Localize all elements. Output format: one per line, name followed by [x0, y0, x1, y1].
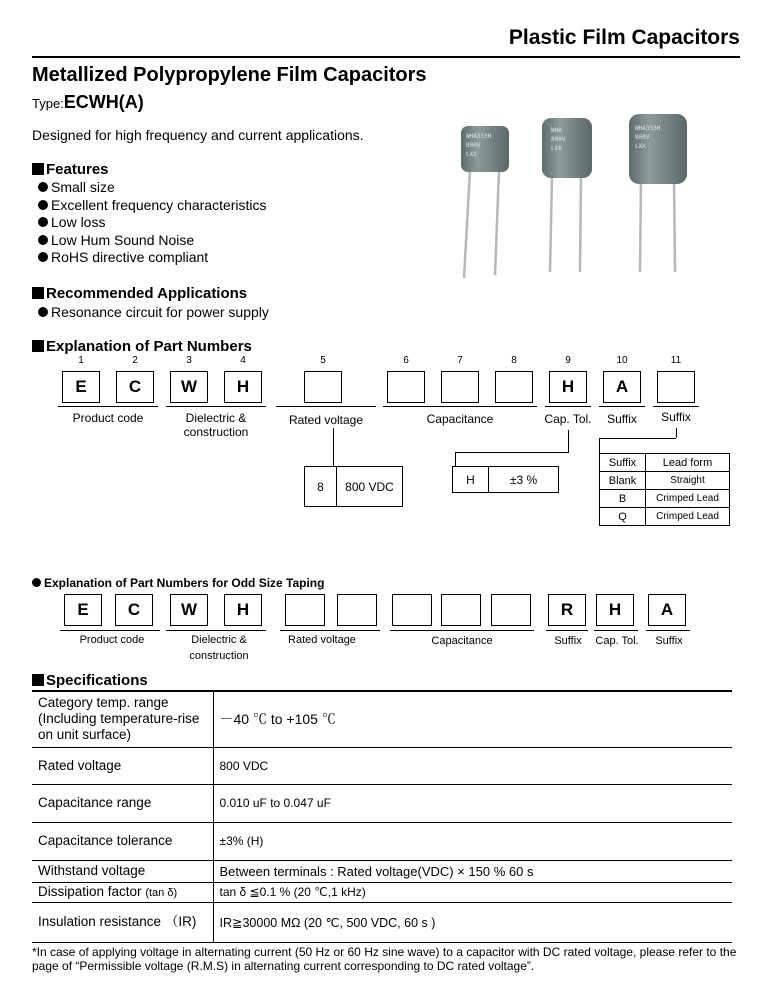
part-box: H — [224, 371, 262, 403]
spec-row — [32, 860, 732, 882]
suffix-code: B — [600, 490, 646, 508]
square-bullet-icon — [32, 674, 44, 686]
cap2-mark-1: WHA — [551, 127, 562, 134]
cap2-mark-2: 800V — [551, 136, 566, 143]
voltage-code-table — [304, 466, 403, 507]
odd-group-underline — [166, 630, 266, 631]
part-numbers-heading: Explanation of Part Numbers — [32, 338, 252, 355]
odd-part-box: H — [596, 594, 634, 626]
tolerance-value: ±3 % — [489, 467, 559, 493]
part-box: C — [116, 371, 154, 403]
group-underline — [545, 406, 591, 407]
feature-item: Small size — [38, 179, 267, 197]
cap3-mark-2: 800V — [635, 134, 650, 141]
label-suffix: Suffix — [607, 412, 637, 426]
lead-form-header: Lead form — [646, 454, 730, 472]
feature-item: Low Hum Sound Noise — [38, 232, 267, 250]
odd-part-box — [392, 594, 432, 626]
suffix-code: Blank — [600, 472, 646, 490]
odd-part-box: R — [548, 594, 586, 626]
label-cap-tol: Cap. Tol. — [544, 412, 592, 426]
connector-line — [568, 430, 569, 452]
features-heading: Features — [32, 161, 109, 178]
part-box: E — [62, 371, 100, 403]
group-underline — [599, 406, 645, 407]
spec-value: 800 VDC — [213, 747, 732, 784]
position-number: 5 — [320, 355, 326, 366]
type-prefix: Type: — [32, 96, 64, 111]
cap1-mark-1: WHA333H — [466, 133, 492, 140]
position-number: 6 — [403, 355, 409, 366]
square-bullet-icon — [32, 163, 44, 175]
cap3-mark-3: LXX — [635, 143, 646, 150]
spec-value: tan δ ≦0.1 % (20 ℃,1 kHz) — [213, 882, 732, 902]
spec-value: 0.010 uF to 0.047 uF — [213, 784, 732, 822]
part-box — [441, 371, 479, 403]
odd-group-underline — [60, 630, 160, 631]
position-number: 2 — [132, 355, 138, 366]
product-title: Metallized Polypropylene Film Capacitors — [32, 64, 427, 86]
bullet-icon — [38, 307, 48, 317]
connector-line — [676, 428, 677, 438]
bullet-icon — [38, 235, 48, 245]
spec-key: Capacitance tolerance — [32, 822, 213, 860]
connector-line — [599, 438, 600, 454]
page-header-title: Plastic Film Capacitors — [508, 26, 740, 49]
part-box — [304, 371, 342, 403]
suffix-header: Suffix — [600, 454, 646, 472]
label-rated-voltage: Rated voltage — [288, 413, 364, 427]
position-number: 11 — [670, 355, 682, 366]
odd-taping-heading: Explanation of Part Numbers for Odd Size Taping — [32, 576, 324, 590]
cap2-mark-3: LXX — [551, 145, 562, 152]
capacitor-small — [461, 126, 509, 278]
product-type — [32, 92, 144, 113]
tolerance-code: H — [453, 467, 489, 493]
position-number: 8 — [511, 355, 517, 366]
type-value: ECWH(A) — [63, 92, 144, 112]
odd-group-underline — [594, 630, 638, 631]
product-description: Designed for high frequency and current applications. — [32, 127, 364, 143]
spec-key: Capacitance range — [32, 784, 213, 822]
cap1-mark-2: 800V — [466, 142, 481, 149]
odd-label-product-code: Product code — [79, 634, 145, 646]
lead-form: Crimped Lead — [646, 508, 730, 526]
position-number: 9 — [565, 355, 571, 366]
part-box — [495, 371, 533, 403]
label-capacitance: Capacitance — [426, 412, 494, 426]
odd-part-box — [441, 594, 481, 626]
odd-label-dielectric: Dielectric & construction — [189, 634, 249, 662]
bullet-icon — [38, 217, 48, 227]
spec-value: －40 ℃ to +105 ℃ — [213, 691, 732, 747]
part-box: W — [170, 371, 208, 403]
odd-group-underline — [390, 630, 534, 631]
odd-part-box: H — [224, 594, 262, 626]
connector-line — [599, 438, 676, 439]
lead-form: Straight — [646, 472, 730, 490]
spec-value: IR≧30000 MΩ (20 ℃, 500 VDC, 60 s ) — [213, 902, 732, 942]
lead-form: Crimped Lead — [646, 490, 730, 508]
group-underline — [166, 406, 266, 407]
feature-item: RoHS directive compliant — [38, 249, 267, 267]
voltage-value: 800 VDC — [337, 467, 403, 507]
spec-row — [32, 747, 732, 784]
tolerance-code-table — [452, 466, 559, 493]
spec-key: Category temp. range (Including temperature-rise on unit surface) — [32, 691, 213, 747]
label-suffix: Suffix — [661, 410, 691, 424]
specifications-heading: Specifications — [32, 672, 148, 689]
connector-line — [455, 452, 569, 453]
spec-key: Insulation resistance （IR) — [32, 902, 213, 942]
odd-label-capacitance: Capacitance — [431, 635, 493, 647]
odd-label-suffix: Suffix — [554, 635, 582, 647]
odd-part-box — [337, 594, 377, 626]
odd-label-cap-tol: Cap. Tol. — [595, 635, 639, 647]
spec-row — [32, 902, 732, 942]
label-dielectric: Dielectric & construction — [183, 411, 249, 439]
spec-row — [32, 822, 732, 860]
odd-part-box: C — [115, 594, 153, 626]
part-box — [387, 371, 425, 403]
odd-part-box: A — [648, 594, 686, 626]
position-number: 7 — [457, 355, 463, 366]
cap3-mark-1: WHA333H — [635, 125, 661, 132]
odd-part-box: W — [170, 594, 208, 626]
applications-heading: Recommended Applications — [32, 285, 247, 302]
position-number: 4 — [240, 355, 246, 366]
position-number: 1 — [78, 355, 84, 366]
odd-label-suffix: Suffix — [655, 635, 683, 647]
footnote: *In case of applying voltage in alternating current (50 Hz or 60 Hz sine wave) to a capacitor with DC rated voltage, please refer to the page of “Permissible voltage (R.M.S) in alternating current corresponding to DC rated voltage”. — [32, 945, 737, 973]
spec-row — [32, 882, 732, 902]
cap1-mark-3: LXX — [466, 151, 477, 158]
connector-line — [333, 428, 334, 466]
connector-line — [455, 452, 456, 466]
application-item: Resonance circuit for power supply — [38, 304, 269, 322]
spec-key: Dissipation factor (tan δ) — [32, 882, 213, 902]
suffix-table — [599, 453, 730, 526]
feature-item: Low loss — [38, 214, 267, 232]
odd-group-underline — [546, 630, 588, 631]
spec-row — [32, 691, 732, 747]
position-number: 3 — [186, 355, 192, 366]
square-bullet-icon — [32, 340, 44, 352]
bullet-icon — [38, 252, 48, 262]
capacitor-large — [629, 114, 687, 272]
odd-part-box: E — [64, 594, 102, 626]
label-product-code: Product code — [72, 411, 144, 425]
bullet-icon — [38, 182, 48, 192]
odd-group-underline — [646, 630, 690, 631]
suffix-code: Q — [600, 508, 646, 526]
feature-item: Excellent frequency characteristics — [38, 197, 267, 215]
spec-value: ±3% (H) — [213, 822, 732, 860]
capacitor-photo — [455, 110, 705, 280]
capacitor-medium — [542, 118, 592, 272]
part-box: A — [603, 371, 641, 403]
spec-key: Withstand voltage — [32, 860, 213, 882]
odd-part-box — [491, 594, 531, 626]
bullet-icon — [32, 578, 41, 587]
group-underline — [276, 406, 376, 407]
part-box — [657, 371, 695, 403]
group-underline — [653, 406, 699, 407]
square-bullet-icon — [32, 287, 44, 299]
voltage-code: 8 — [305, 467, 337, 507]
odd-label-rated-voltage: Rated voltage — [288, 634, 356, 646]
position-number: 10 — [616, 355, 628, 366]
spec-row — [32, 784, 732, 822]
group-underline — [58, 406, 158, 407]
spec-key: Rated voltage — [32, 747, 213, 784]
group-underline — [383, 406, 537, 407]
header-rule — [32, 56, 740, 58]
part-box: H — [549, 371, 587, 403]
features-list — [38, 179, 267, 267]
bullet-icon — [38, 200, 48, 210]
specifications-table — [32, 690, 732, 943]
odd-part-box — [285, 594, 325, 626]
odd-group-underline — [280, 630, 380, 631]
spec-value: Between terminals : Rated voltage(VDC) × 150 % 60 s — [213, 860, 732, 882]
